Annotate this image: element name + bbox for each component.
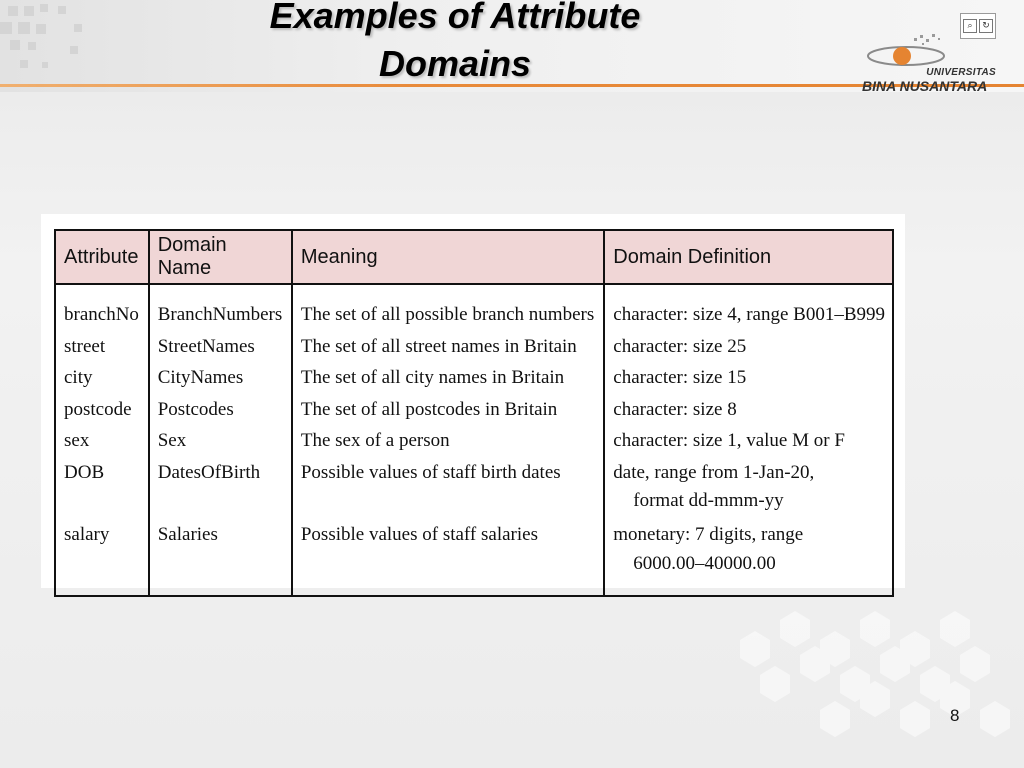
domain-name-cell: CityNames	[157, 367, 244, 388]
definition-cell: monetary: 7 digits, range	[613, 524, 804, 545]
meaning-cell: Possible values of staff birth dates	[300, 461, 561, 483]
attribute-cell: DOB	[64, 461, 105, 483]
meaning-cell: The set of all street names in Britain	[300, 335, 577, 357]
domain-definition-column	[604, 284, 893, 596]
definition-cell: character: size 4, range B001–B999	[613, 304, 885, 325]
attribute-cell: street	[64, 335, 106, 357]
meaning-column	[292, 284, 604, 596]
meaning-cell: The set of all postcodes in Britain	[300, 398, 558, 420]
logo-name-text: BINA NUSANTARA	[862, 78, 988, 94]
domain-name-cell: BranchNumbers	[157, 304, 283, 325]
meaning-cell: The sex of a person	[300, 430, 450, 451]
logo-univ-text: UNIVERSITAS	[926, 67, 996, 78]
header-domain-definition: Domain Definition	[604, 230, 893, 284]
nav-box[interactable]	[960, 13, 996, 39]
pixel-decoration	[0, 0, 110, 80]
slide-title	[130, 0, 780, 88]
empty-line	[301, 488, 596, 514]
definition-cell: character: size 25	[613, 335, 747, 357]
refresh-icon[interactable]: ↻	[979, 19, 993, 33]
header-attribute: Attribute	[55, 230, 149, 284]
header-meaning: Meaning	[292, 230, 604, 284]
definition-cell: character: size 8	[613, 398, 737, 420]
page-number: 8	[950, 706, 960, 725]
domain-name-column	[149, 284, 292, 596]
definition-cell-continued: format dd-mmm-yy	[633, 490, 784, 511]
attribute-cell: city	[64, 367, 93, 388]
search-icon[interactable]: ⌕	[963, 19, 977, 33]
table-header-row	[55, 230, 893, 284]
domain-name-cell: Sex	[157, 430, 187, 451]
attribute-cell: postcode	[64, 398, 132, 420]
table-panel	[41, 214, 905, 588]
attribute-cell: branchNo	[64, 304, 139, 325]
attribute-domains-table	[54, 229, 894, 597]
empty-line	[64, 488, 141, 514]
domain-name-cell: Postcodes	[157, 398, 234, 420]
definition-cell: date, range from 1-Jan-20,	[613, 461, 815, 483]
attribute-cell: salary	[64, 524, 110, 545]
empty-line	[158, 488, 284, 514]
attribute-column	[55, 284, 149, 596]
domain-name-cell: StreetNames	[157, 335, 255, 357]
slide-title-line-2: Domains	[378, 43, 532, 84]
definition-cell: character: size 1, value M or F	[613, 430, 845, 451]
meaning-cell: Possible values of staff salaries	[300, 524, 538, 545]
table-body-row	[55, 284, 893, 596]
header-domain-name: Domain Name	[149, 230, 292, 284]
domain-name-cell: DatesOfBirth	[157, 461, 261, 483]
meaning-cell: The set of all city names in Britain	[300, 367, 565, 388]
definition-cell: character: size 15	[613, 367, 747, 388]
definition-cell-continued: 6000.00–40000.00	[633, 552, 776, 574]
slide-title-line-1: Examples of Attribute	[269, 0, 641, 36]
attribute-cell: sex	[64, 430, 90, 451]
meaning-cell: The set of all possible branch numbers	[300, 304, 595, 325]
university-logo	[860, 10, 1010, 100]
domain-name-cell: Salaries	[157, 524, 218, 545]
